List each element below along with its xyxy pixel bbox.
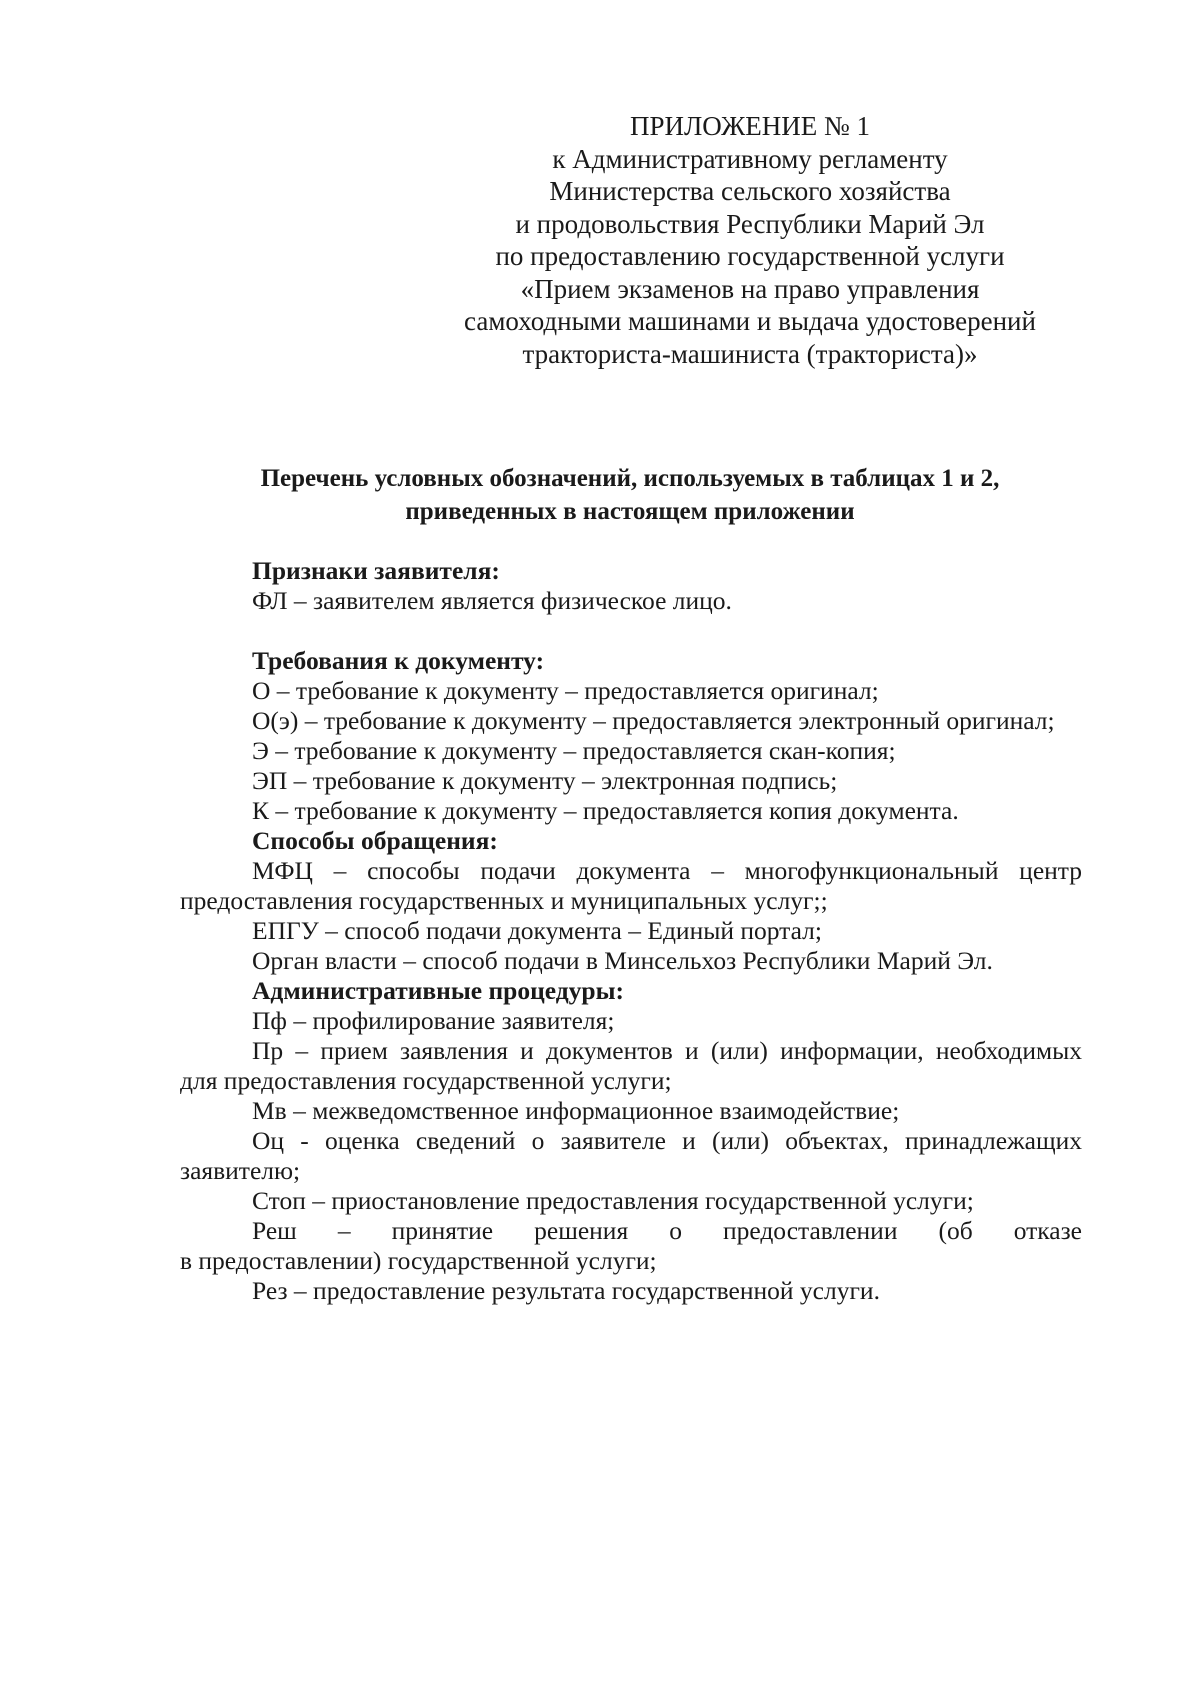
document-title-line: Перечень условных обозначений, используемых в таблицах 1 и 2, — [260, 465, 1000, 492]
list-item: Пф – профилирование заявителя; — [252, 1006, 615, 1035]
list-item: ЕПГУ – способ подачи документа – Единый портал; — [252, 916, 822, 945]
appendix-header — [450, 110, 1050, 370]
list-item-continuation: для предоставления государственной услуги; — [180, 1066, 672, 1095]
document-title — [180, 462, 1080, 528]
appendix-header-line: тракториста-машиниста (тракториста)» — [522, 338, 978, 369]
appendix-header-line: «Прием экзаменов на право управления — [520, 273, 980, 304]
list-item-continuation: предоставления государственных и муниципальных услуг;; — [180, 886, 828, 915]
list-item: О – требование к документу – предоставляется оригинал; — [252, 676, 879, 705]
list-item-continuation: заявителю; — [180, 1156, 301, 1185]
appendix-header-line: и продовольствия Республики Марий Эл — [515, 208, 985, 239]
appendix-number: ПРИЛОЖЕНИЕ № 1 — [629, 111, 871, 141]
list-item: ЭП – требование к документу – электронная подпись; — [252, 766, 838, 795]
list-item: Пр – прием заявления и документов и (или) информации, необходимых — [252, 1036, 1082, 1065]
list-item: МФЦ – способы подачи документа – многофункциональный центр — [252, 856, 1082, 885]
list-item: ФЛ – заявителем является физическое лицо. — [252, 586, 732, 615]
document-title-line: приведенных в настоящем приложении — [405, 498, 855, 525]
appendix-header-line: Министерства сельского хозяйства — [549, 176, 951, 206]
appendix-header-line: самоходными машинами и выдача удостоверений — [464, 306, 1036, 336]
list-item: О(э) – требование к документу – предоставляется электронный оригинал; — [252, 706, 1055, 735]
list-item: Орган власти – способ подачи в Минсельхоз Республики Марий Эл. — [252, 946, 993, 975]
list-item: Стоп – приостановление предоставления государственной услуги; — [252, 1186, 974, 1215]
list-item: Оц - оценка сведений о заявителе и (или) объектах, принадлежащих — [252, 1126, 1082, 1155]
appendix-header-line: к Административному регламенту — [552, 143, 948, 174]
section-heading-methods: Способы обращения: — [252, 826, 498, 855]
appendix-header-line: по предоставлению государственной услуги — [495, 241, 1005, 271]
list-item: Э – требование к документу – предоставляется скан-копия; — [252, 736, 896, 765]
list-item: Мв – межведомственное информационное взаимодействие; — [252, 1096, 900, 1125]
list-item: К – требование к документу – предоставляется копия документа. — [252, 796, 959, 825]
section-heading-applicant: Признаки заявителя: — [252, 556, 500, 585]
list-item-continuation: в предоставлении) государственной услуги; — [180, 1246, 657, 1275]
list-item: Рез – предоставление результата государственной услуги. — [252, 1276, 880, 1305]
list-item: Реш – принятие решения о предоставлении (об отказе — [252, 1216, 1082, 1245]
section-heading-procedures: Административные процедуры: — [252, 976, 625, 1005]
section-heading-document-requirements: Требования к документу: — [252, 646, 545, 675]
